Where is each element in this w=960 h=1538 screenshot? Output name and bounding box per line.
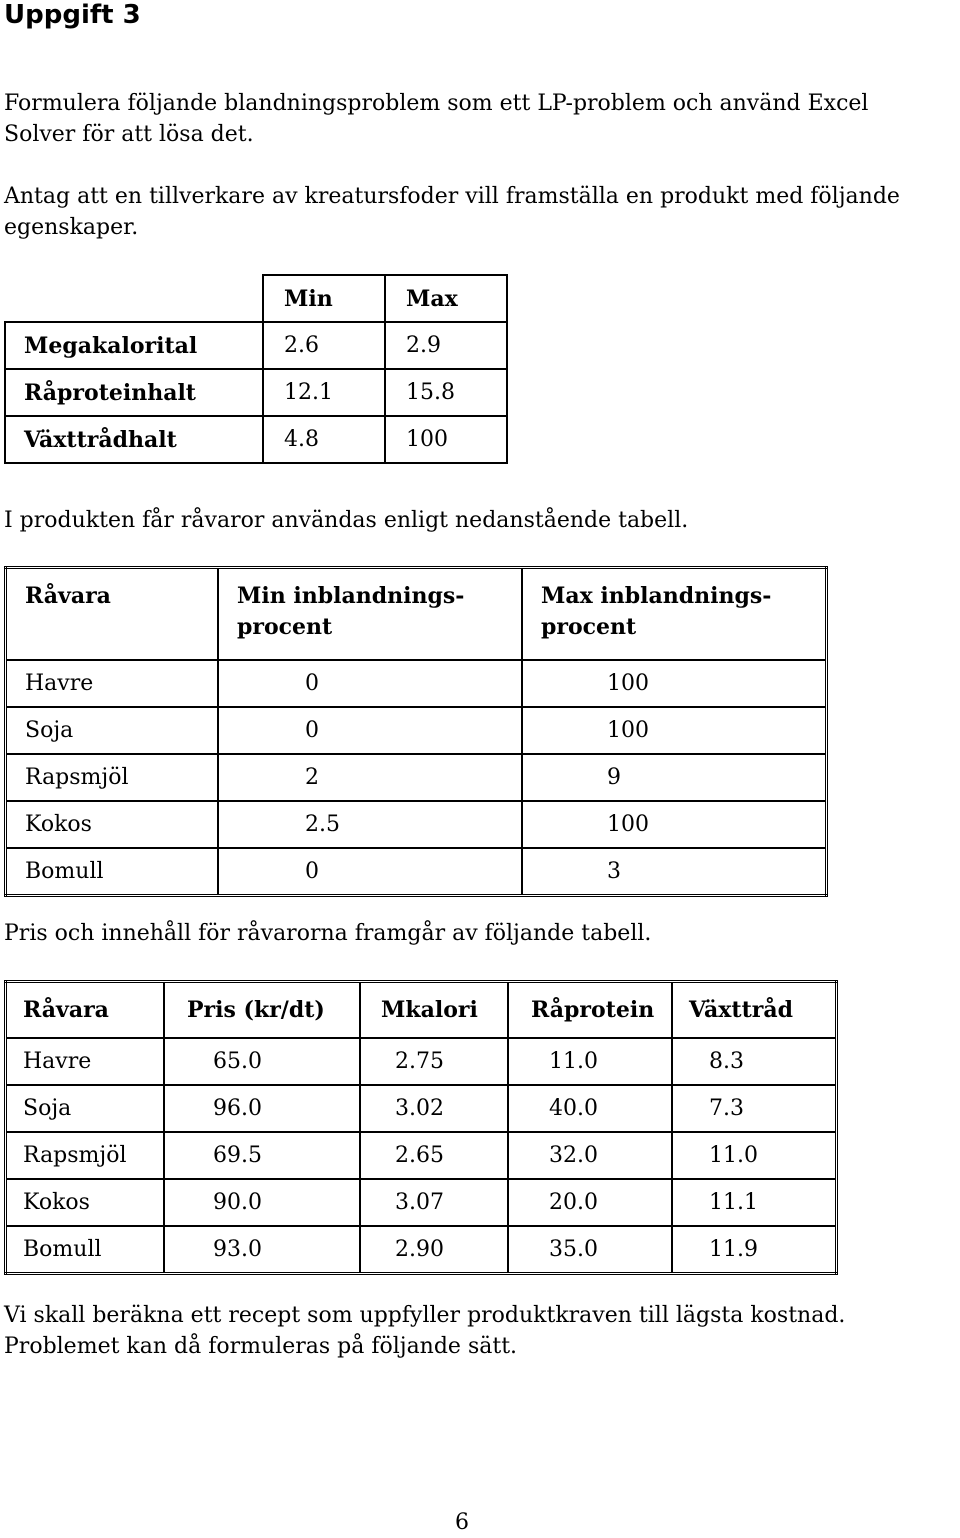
header-max-percent xyxy=(522,568,827,661)
header-min-percent xyxy=(218,568,522,661)
table-row xyxy=(6,1038,837,1085)
header-vaxttrad: Växttråd xyxy=(672,982,837,1039)
cell-mkalori: 2.90 xyxy=(360,1226,508,1274)
cell-price: 93.0 xyxy=(164,1226,360,1274)
table-row xyxy=(6,801,827,848)
min-percent: 2 xyxy=(218,754,522,801)
table-row xyxy=(6,848,827,896)
cell-price: 90.0 xyxy=(164,1179,360,1226)
intro-paragraph-2 xyxy=(4,181,954,243)
cell-raprotein: 20.0 xyxy=(508,1179,672,1226)
cell-mkalori: 2.75 xyxy=(360,1038,508,1085)
cell-vaxttrad: 8.3 xyxy=(672,1038,837,1085)
paragraph-raw-materials xyxy=(4,505,954,536)
table-row xyxy=(6,1085,837,1132)
header-min-line1: Min inblandnings- xyxy=(237,583,465,609)
header-mkalori: Mkalori xyxy=(360,982,508,1039)
cell-price: 69.5 xyxy=(164,1132,360,1179)
table-row xyxy=(5,416,507,463)
cell-name: Rapsmjöl xyxy=(6,1132,165,1179)
cell-raprotein: 11.0 xyxy=(508,1038,672,1085)
max-percent: 100 xyxy=(522,660,827,707)
page-title: Uppgift 3 xyxy=(4,0,141,30)
table-row xyxy=(6,1179,837,1226)
cell-vaxttrad: 11.9 xyxy=(672,1226,837,1274)
table-row xyxy=(6,707,827,754)
requirements-table xyxy=(4,274,508,464)
table-header-row xyxy=(5,275,507,322)
page-number: 6 xyxy=(455,1510,469,1535)
max-percent: 100 xyxy=(522,707,827,754)
header-raw-material: Råvara xyxy=(6,982,165,1039)
table-row xyxy=(5,369,507,416)
max-value: 2.9 xyxy=(385,322,507,369)
min-percent: 0 xyxy=(218,660,522,707)
cell-raprotein: 32.0 xyxy=(508,1132,672,1179)
min-value: 12.1 xyxy=(263,369,385,416)
max-percent: 3 xyxy=(522,848,827,896)
intro-line-4: egenskaper. xyxy=(4,215,139,240)
blend-limits-table xyxy=(4,566,828,897)
paragraph-text: I produkten får råvaror användas enligt nedanstående tabell. xyxy=(4,508,689,533)
max-value: 15.8 xyxy=(385,369,507,416)
table-row xyxy=(6,660,827,707)
intro-line-3: Antag att en tillverkare av kreatursfoder vill framställa en produkt med följande xyxy=(4,184,900,209)
cell-name: Bomull xyxy=(6,1226,165,1274)
cell-raprotein: 35.0 xyxy=(508,1226,672,1274)
header-max-line1: Max inblandnings- xyxy=(541,583,772,609)
header-raprotein: Råprotein xyxy=(508,982,672,1039)
outro-line-1: Vi skall beräkna ett recept som uppfyller produktkraven till lägsta kostnad. xyxy=(4,1303,846,1328)
header-max: Max xyxy=(385,275,507,322)
min-value: 2.6 xyxy=(263,322,385,369)
min-value: 4.8 xyxy=(263,416,385,463)
cell-name: Kokos xyxy=(6,1179,165,1226)
header-min: Min xyxy=(263,275,385,322)
outro-paragraph xyxy=(4,1300,954,1362)
raw-material-name: Bomull xyxy=(6,848,219,896)
row-label: Råproteinhalt xyxy=(5,369,263,416)
row-label: Växttrådhalt xyxy=(5,416,263,463)
table-row xyxy=(6,754,827,801)
outro-line-2: Problemet kan då formuleras på följande sätt. xyxy=(4,1334,518,1359)
max-percent: 9 xyxy=(522,754,827,801)
max-value: 100 xyxy=(385,416,507,463)
table-row xyxy=(6,1226,837,1274)
cell-name: Havre xyxy=(6,1038,165,1085)
min-percent: 2.5 xyxy=(218,801,522,848)
header-raw-material: Råvara xyxy=(6,568,219,661)
blank-header-cell xyxy=(5,275,263,322)
intro-paragraph xyxy=(4,88,954,150)
intro-line-2: Solver för att lösa det. xyxy=(4,122,254,147)
header-price: Pris (kr/dt) xyxy=(164,982,360,1039)
cell-name: Soja xyxy=(6,1085,165,1132)
cell-raprotein: 40.0 xyxy=(508,1085,672,1132)
cell-vaxttrad: 7.3 xyxy=(672,1085,837,1132)
table-row xyxy=(5,322,507,369)
header-min-line2: procent xyxy=(237,614,333,640)
raw-material-name: Havre xyxy=(6,660,219,707)
paragraph-text: Pris och innehåll för råvarorna framgår av följande tabell. xyxy=(4,921,652,946)
table-header-row xyxy=(6,568,827,661)
paragraph-prices xyxy=(4,918,954,949)
table-header-row xyxy=(6,982,837,1039)
raw-material-name: Kokos xyxy=(6,801,219,848)
intro-line-1: Formulera följande blandningsproblem som ett LP-problem och använd Excel xyxy=(4,91,869,116)
raw-material-name: Rapsmjöl xyxy=(6,754,219,801)
max-percent: 100 xyxy=(522,801,827,848)
cell-mkalori: 3.07 xyxy=(360,1179,508,1226)
header-max-line2: procent xyxy=(541,614,637,640)
cell-mkalori: 2.65 xyxy=(360,1132,508,1179)
cell-price: 65.0 xyxy=(164,1038,360,1085)
prices-table xyxy=(4,980,838,1275)
min-percent: 0 xyxy=(218,848,522,896)
cell-price: 96.0 xyxy=(164,1085,360,1132)
cell-vaxttrad: 11.1 xyxy=(672,1179,837,1226)
raw-material-name: Soja xyxy=(6,707,219,754)
row-label: Megakalorital xyxy=(5,322,263,369)
min-percent: 0 xyxy=(218,707,522,754)
table-row xyxy=(6,1132,837,1179)
cell-mkalori: 3.02 xyxy=(360,1085,508,1132)
cell-vaxttrad: 11.0 xyxy=(672,1132,837,1179)
